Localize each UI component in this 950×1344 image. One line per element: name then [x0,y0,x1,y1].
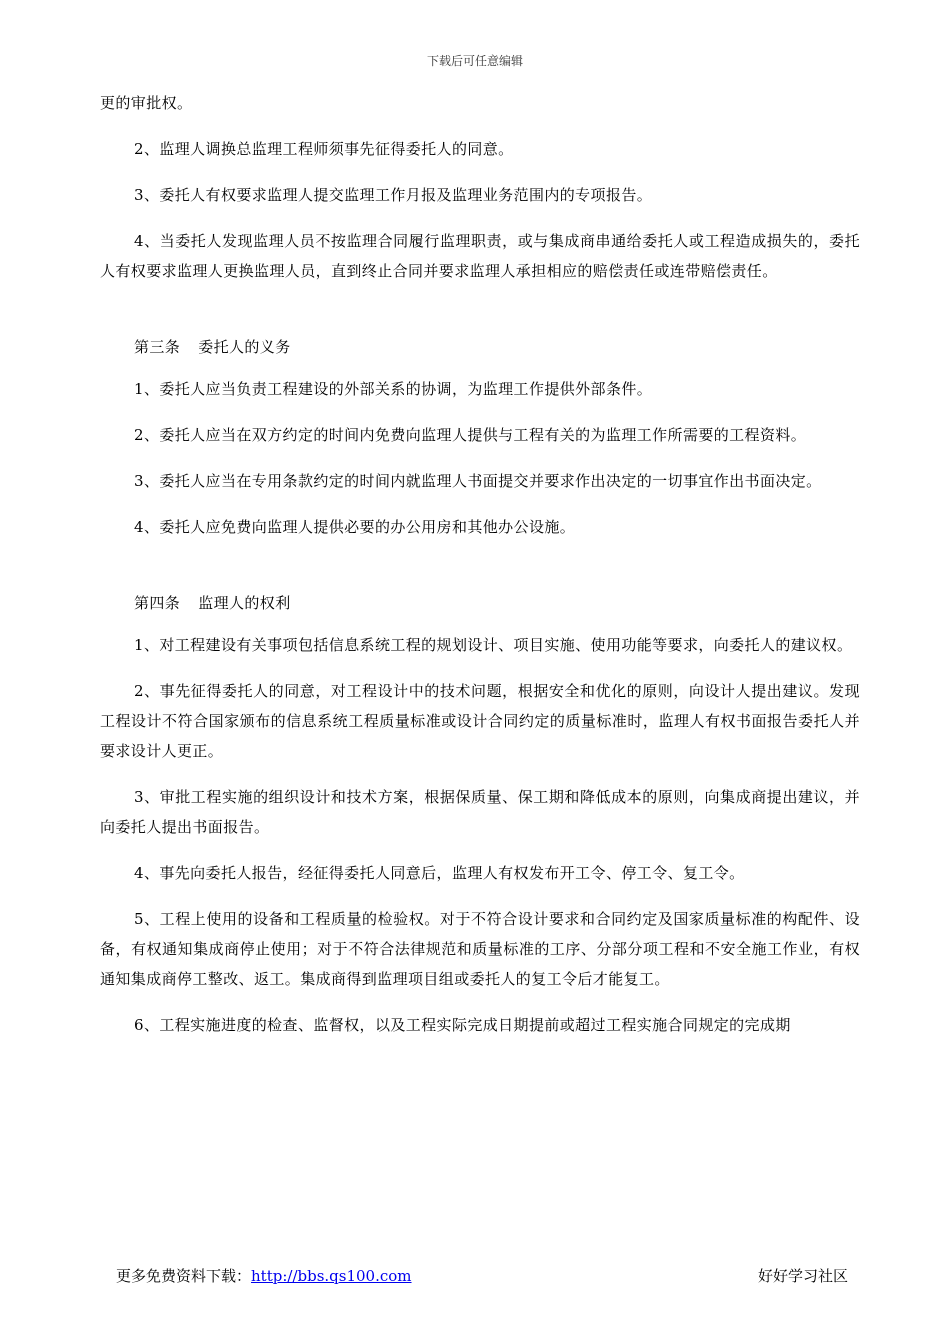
section4-item-5: 5、工程上使用的设备和工程质量的检验权。对于不符合设计要求和合同约定及国家质量标准的构配件、设备，有权通知集成商停止使用；对于不符合法律规范和质量标准的工序、分部分项工程和不安全施工作业，有权通知集成商停工整改、返工。集成商得到监理项目组或委托人的复工令后才能复工。 [100,910,860,988]
section4-item-1: 1、对工程建设有关事项包括信息系统工程的规划设计、项目实施、使用功能等要求，向委托人的建议权。 [134,636,853,654]
footer-site-name: 好好学习社区 [757,1267,848,1285]
section3-item-2: 2、委托人应当在双方约定的时间内免费向监理人提供与工程有关的为监理工作所需要的工程资料。 [134,426,807,444]
paragraph-item-2: 2、监理人调换总监理工程师须事先征得委托人的同意。 [134,140,514,158]
paragraph-continuation: 更的审批权。 [100,94,193,112]
section3-item-1: 1、委托人应当负责工程建设的外部关系的协调，为监理工作提供外部条件。 [134,380,653,398]
section4-item-6: 6、工程实施进度的检查、监督权，以及工程实际完成日期提前或超过工程实施合同规定的完成期 [134,1016,791,1034]
section4-item-4: 4、事先向委托人报告，经征得委托人同意后，监理人有权发布开工令、停工令、复工令。 [134,864,745,882]
document-body [100,88,860,1056]
section-heading-3 [100,332,860,362]
section4-item-3: 3、审批工程实施的组织设计和技术方案，根据保质量、保工期和降低成本的原则，向集成商提出建议，并向委托人提出书面报告。 [100,788,860,836]
section3-item-4: 4、委托人应免费向监理人提供必要的办公用房和其他办公设施。 [134,518,576,536]
section-heading-4 [100,588,860,618]
paragraph-item-3: 3、委托人有权要求监理人提交监理工作月报及监理业务范围内的专项报告。 [134,186,653,204]
footer-link[interactable]: http://bbs.qs100.com [251,1267,412,1285]
section-number: 第四条 [134,594,181,612]
paragraph-item-4: 4、当委托人发现监理人员不按监理合同履行监理职责，或与集成商串通给委托人或工程造成损失的，委托人有权要求监理人更换监理人员，直到终止合同并要求监理人承担相应的赔偿责任或连带赔偿责任。 [100,232,860,280]
section3-item-3: 3、委托人应当在专用条款约定的时间内就监理人书面提交并要求作出决定的一切事宜作出书面决定。 [134,472,822,490]
footer-label: 更多免费资料下载： [116,1267,252,1285]
section-number: 第三条 [134,338,181,356]
section-title: 委托人的义务 [198,338,291,356]
section-title: 监理人的权利 [198,594,291,612]
footer-download [116,1262,412,1290]
header-note: 下载后可任意编辑 [426,54,523,68]
section4-item-2: 2、事先征得委托人的同意，对工程设计中的技术问题，根据安全和优化的原则，向设计人提出建议。发现工程设计不符合国家颁布的信息系统工程质量标准或设计合同约定的质量标准时，监理人有权书面报告委托人并要求设计人更正。 [100,682,860,760]
